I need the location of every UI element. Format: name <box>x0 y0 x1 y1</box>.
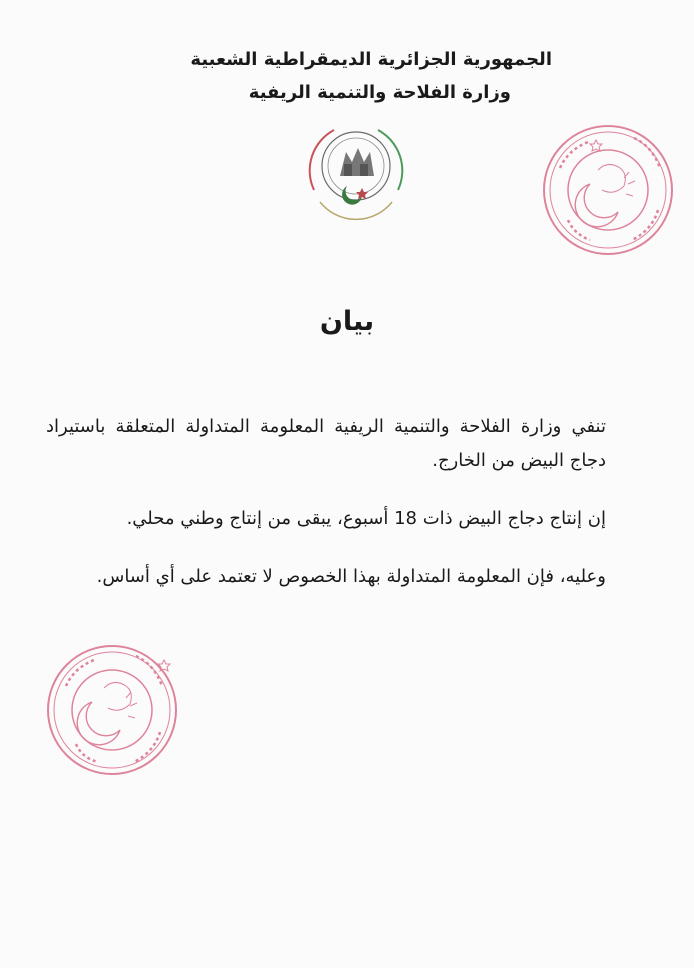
ministry-name: وزارة الفلاحة والتنمية الريفية <box>248 82 511 103</box>
republic-name: الجمهورية الجزائرية الديمقراطية الشعبية <box>190 49 552 70</box>
ministry-seal-icon <box>538 120 678 260</box>
statement-paragraph-2: إن إنتاج دجاج البيض ذات 18 أسبوع، يبقى من إنتاج وطني محلي. <box>126 508 606 529</box>
statement-paragraph-1: تنفي وزارة الفلاحة والتنمية الريفية المعلومة المتداولة المتعلقة باستيراد دجاج البيض من الخارج. <box>46 416 606 471</box>
algeria-emblem-icon <box>300 112 412 224</box>
statement-paragraph-3: وعليه، فإن المعلومة المتداولة بهذا الخصوص لا تعتمد على أي أساس. <box>96 566 606 587</box>
ministry-seal-icon <box>42 640 182 780</box>
statement-title: بيان <box>319 306 375 337</box>
